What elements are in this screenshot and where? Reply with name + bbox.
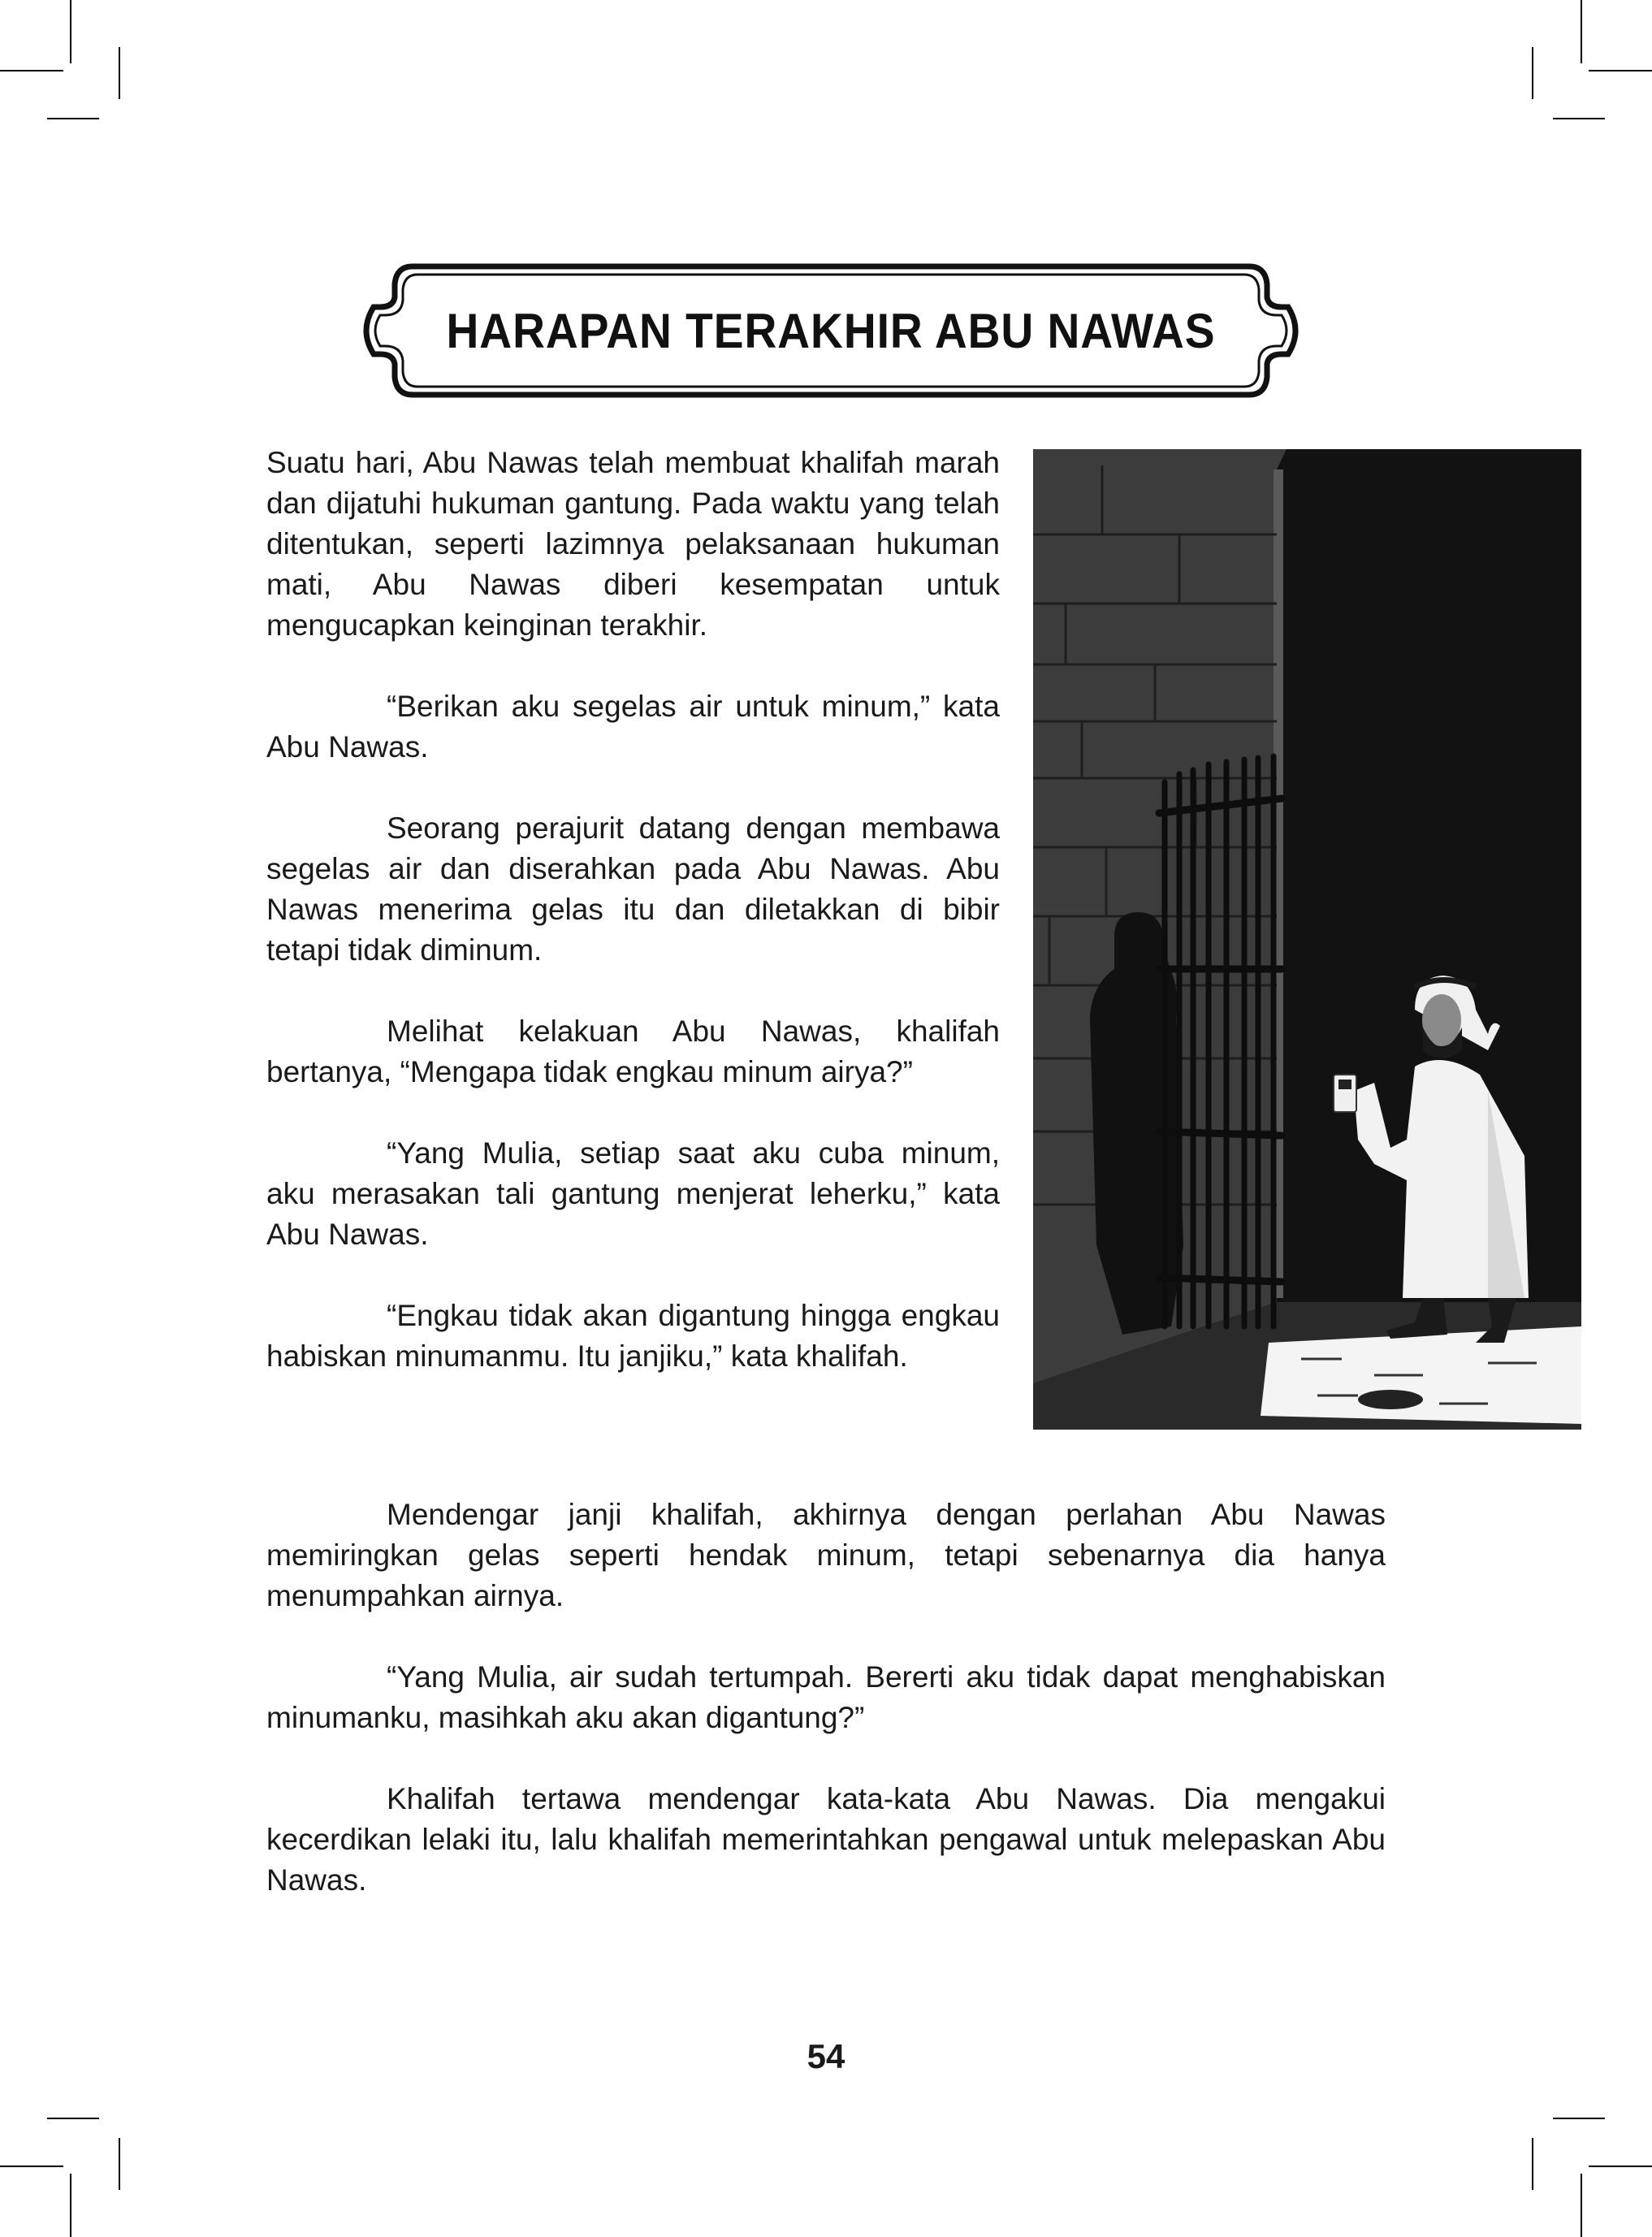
paragraph: “Yang Mulia, air sudah tertumpah. Bererti aku tidak dapat menghabiskan minumanku, masihkah aku akan digantung?”	[266, 1660, 1386, 1734]
paragraph: “Engkau tidak akan digantung hingga engkau habiskan minumanmu. Itu janjiku,” kata khalifah.	[266, 1299, 1000, 1373]
paragraph: Suatu hari, Abu Nawas telah membuat khalifah marah dan dijatuhi hukuman gantung. Pada waktu yang telah ditentukan, seperti lazimnya pelaksanaan hukuman mati, Abu Nawas diberi kesempatan untuk mengucapkan keinginan terakhir.	[266, 446, 1000, 642]
paragraph: Mendengar janji khalifah, akhirnya dengan perlahan Abu Nawas memiringkan gelas seperti hendak minum, tetapi sebenarnya dia hanya menumpahkan airnya.	[266, 1498, 1386, 1612]
paragraph: “Yang Mulia, setiap saat aku cuba minum, aku merasakan tali gantung menjerat leherku,” kata Abu Nawas.	[266, 1136, 1000, 1251]
prison-scene-illustration-icon	[1033, 449, 1581, 1430]
paragraph: Seorang perajurit datang dengan membawa segelas air dan diserahkan pada Abu Nawas. Abu Nawas menerima gelas itu dan diletakkan di bibir tetapi tidak diminum.	[266, 811, 1000, 967]
paragraph: Melihat kelakuan Abu Nawas, khalifah bertanya, “Mengapa tidak engkau minum airya?”	[266, 1015, 1000, 1088]
story-text-full-width	[266, 1495, 1386, 1941]
paragraph: Khalifah tertawa mendengar kata-kata Abu Nawas. Dia mengakui kecerdikan lelaki itu, lalu khalifah memerintahkan pengawal untuk melepaskan Abu Nawas.	[266, 1782, 1386, 1897]
paragraph: “Berikan aku segelas air untuk minum,” kata Abu Nawas.	[266, 690, 1000, 764]
page-title: HARAPAN TERAKHIR ABU NAWAS	[446, 303, 1216, 358]
title-banner	[356, 262, 1306, 400]
story-illustration	[1033, 449, 1581, 1430]
page-number: 54	[807, 2037, 845, 2075]
story-text-beside-image	[266, 443, 1000, 1417]
